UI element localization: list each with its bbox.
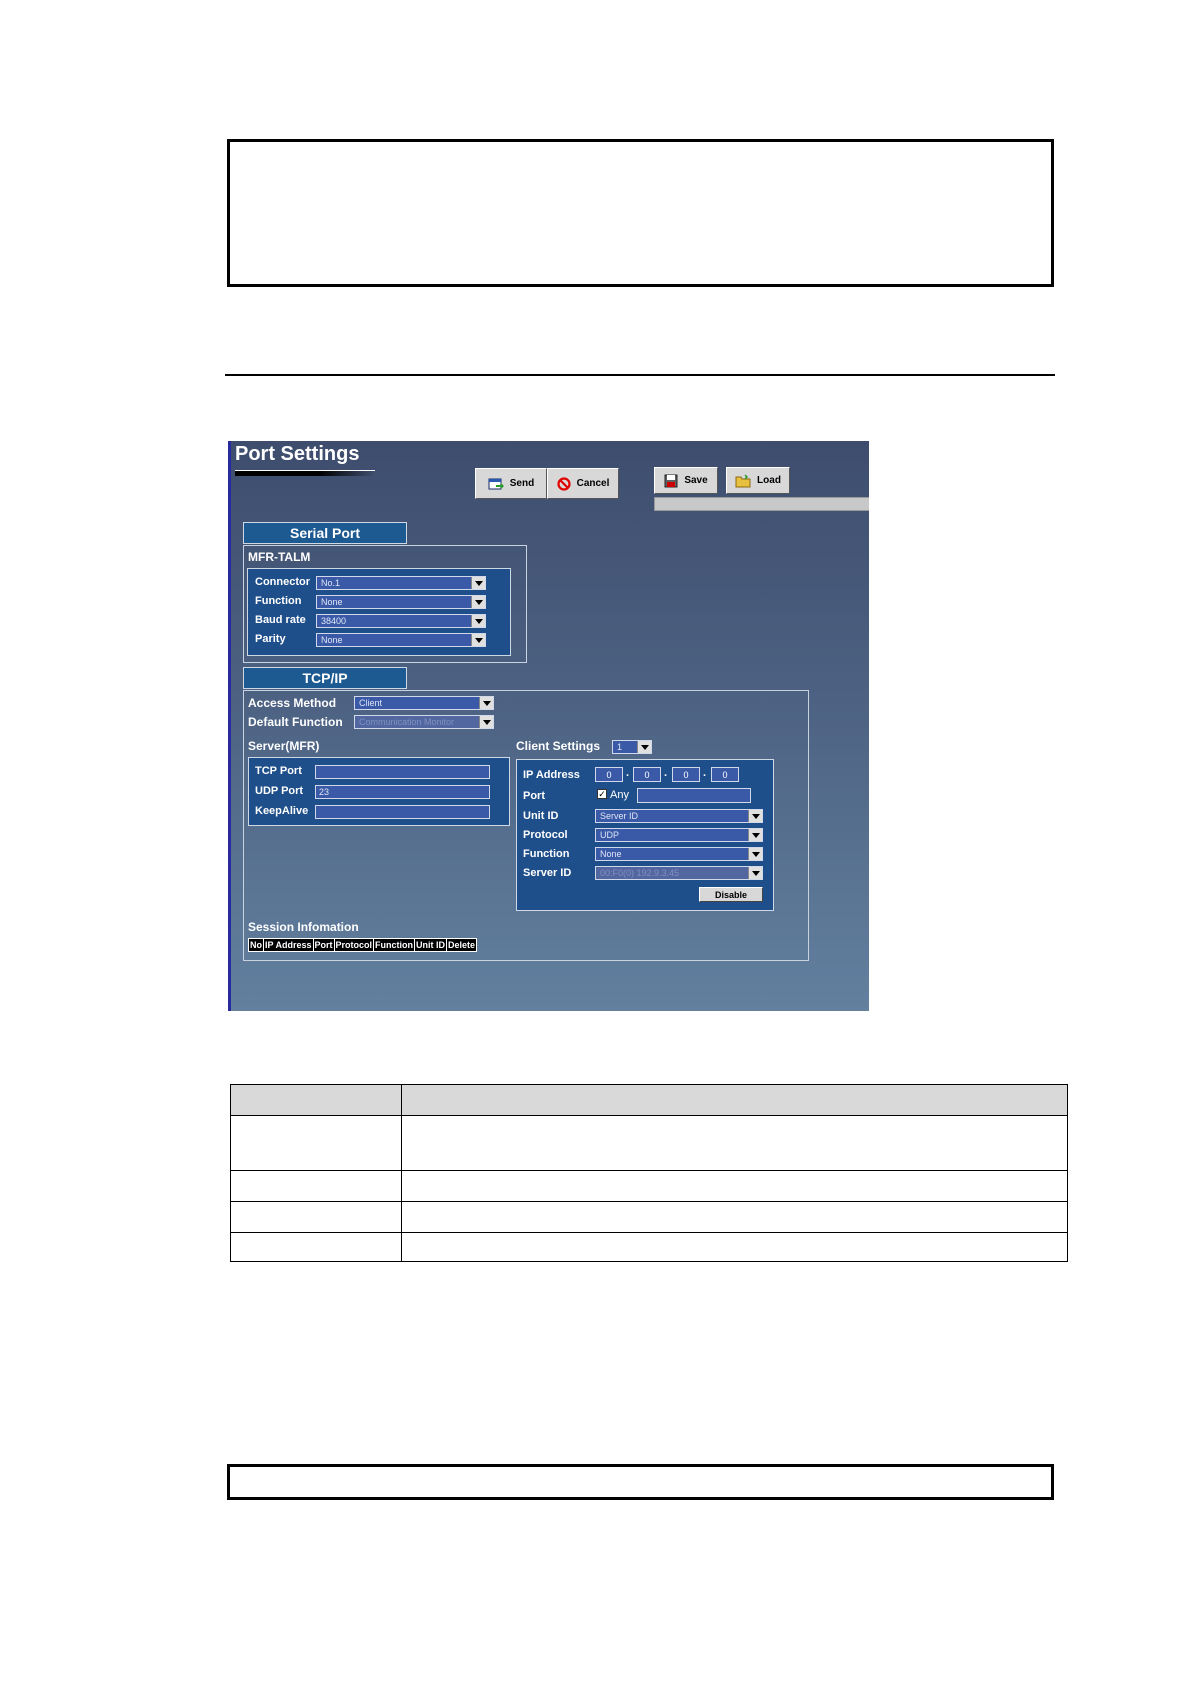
load-button[interactable] <box>726 467 790 494</box>
server-id-label: Server ID <box>523 867 572 879</box>
chevron-down-icon[interactable] <box>479 697 493 709</box>
function-label: Function <box>255 595 302 607</box>
chevron-down-icon[interactable] <box>471 596 485 608</box>
chevron-down-icon[interactable] <box>748 810 762 822</box>
udp-port-input[interactable]: 23 <box>315 785 490 799</box>
page-title: Port Settings <box>235 443 360 465</box>
send-label: Send <box>509 478 535 489</box>
default-function-label: Default Function <box>248 715 343 729</box>
server-mfr-label: Server(MFR) <box>248 739 320 753</box>
table-cell <box>231 1171 402 1202</box>
chevron-down-icon <box>748 867 762 879</box>
table-cell <box>231 1202 402 1233</box>
section-divider <box>225 374 1055 376</box>
ip-octet-1-input[interactable]: 0 <box>595 767 623 782</box>
chevron-down-icon <box>479 716 493 728</box>
server-id-select <box>595 866 763 880</box>
port-settings-screenshot <box>228 441 869 1011</box>
folder-icon <box>735 474 751 488</box>
session-col-unit-id: Unit ID <box>416 940 446 950</box>
tab-serial-port[interactable]: Serial Port <box>243 522 407 544</box>
ip-octet-3-input[interactable]: 0 <box>672 767 700 782</box>
client-function-value: None <box>600 849 622 859</box>
save-icon <box>664 474 678 488</box>
unit-id-label: Unit ID <box>523 810 559 822</box>
port-any-label: Any <box>610 789 629 801</box>
ip-octet-2-input[interactable]: 0 <box>633 767 661 782</box>
cancel-icon <box>557 477 571 491</box>
serial-settings-panel <box>247 568 511 656</box>
chevron-down-icon[interactable] <box>471 615 485 627</box>
table-row <box>231 1116 1068 1171</box>
ip-separator: . <box>626 767 630 779</box>
protocol-select[interactable] <box>595 828 763 842</box>
tcpip-frame <box>243 690 809 961</box>
default-function-select <box>354 715 494 729</box>
server-settings-panel <box>248 757 510 826</box>
function-select[interactable] <box>316 595 486 609</box>
cancel-button[interactable] <box>547 468 619 499</box>
send-icon <box>488 477 504 491</box>
disable-button[interactable]: Disable <box>699 887 763 902</box>
ip-separator: . <box>703 767 707 779</box>
serial-port-frame <box>243 545 527 663</box>
access-method-select[interactable] <box>354 696 494 710</box>
connector-select[interactable] <box>316 576 486 590</box>
session-col-port: Port <box>314 940 333 950</box>
connector-label: Connector <box>255 576 310 588</box>
session-col-ip-address: IP Address <box>265 940 312 950</box>
load-label: Load <box>757 475 781 486</box>
protocol-label: Protocol <box>523 829 568 841</box>
table-cell <box>402 1116 1068 1171</box>
tcp-port-input[interactable] <box>315 765 490 779</box>
unit-id-select[interactable] <box>595 809 763 823</box>
cancel-label: Cancel <box>576 478 610 489</box>
ip-separator: . <box>664 767 668 779</box>
unit-id-value: Server ID <box>600 811 639 821</box>
port-any-checkbox[interactable]: ✓ <box>598 788 606 799</box>
session-table-header <box>248 938 477 952</box>
table-cell <box>402 1085 1068 1116</box>
port-input[interactable] <box>637 788 751 803</box>
baud-rate-label: Baud rate <box>255 614 306 626</box>
table-cell <box>231 1116 402 1171</box>
function-value: None <box>321 597 343 607</box>
tcp-port-label: TCP Port <box>255 765 302 777</box>
chevron-down-icon[interactable] <box>748 848 762 860</box>
client-function-select[interactable] <box>595 847 763 861</box>
session-col-no: No <box>250 940 262 950</box>
chevron-down-icon[interactable] <box>471 577 485 589</box>
port-label: Port <box>523 790 545 802</box>
table-row <box>231 1233 1068 1262</box>
chevron-down-icon[interactable] <box>471 634 485 646</box>
baud-rate-select[interactable] <box>316 614 486 628</box>
baud-rate-value: 38400 <box>321 616 347 626</box>
serial-group-label: MFR-TALM <box>248 550 311 564</box>
top-note-box <box>227 139 1054 287</box>
title-underline <box>235 470 375 476</box>
ip-address-label: IP Address <box>523 769 580 781</box>
table-cell <box>402 1233 1068 1262</box>
table-row <box>231 1171 1068 1202</box>
parity-select[interactable] <box>316 633 486 647</box>
status-bar <box>654 497 869 511</box>
save-button[interactable] <box>654 467 718 494</box>
server-id-value: 00:F0(0) 192.9.3.45 <box>600 868 680 878</box>
bottom-note-box <box>227 1464 1054 1500</box>
session-col-protocol: Protocol <box>335 940 373 950</box>
connector-value: No.1 <box>321 578 341 588</box>
save-label: Save <box>684 475 708 486</box>
description-table <box>230 1084 1068 1262</box>
client-function-label: Function <box>523 848 570 860</box>
tab-tcpip[interactable]: TCP/IP <box>243 667 407 689</box>
keepalive-input[interactable] <box>315 805 490 819</box>
table-cell <box>402 1171 1068 1202</box>
table-cell <box>402 1202 1068 1233</box>
access-method-label: Access Method <box>248 696 337 710</box>
chevron-down-icon[interactable] <box>748 829 762 841</box>
table-row <box>231 1202 1068 1233</box>
session-col-delete: Delete <box>448 940 476 950</box>
chevron-down-icon[interactable] <box>637 741 651 753</box>
ip-octet-4-input[interactable]: 0 <box>711 767 739 782</box>
client-settings-value: 1 <box>617 742 623 752</box>
session-col-function: Function <box>375 940 414 950</box>
parity-label: Parity <box>255 633 286 645</box>
parity-value: None <box>321 635 343 645</box>
keepalive-label: KeepAlive <box>255 805 309 817</box>
client-settings-select[interactable] <box>612 740 652 754</box>
protocol-value: UDP <box>600 830 620 840</box>
access-method-value: Client <box>359 698 383 708</box>
table-header-row <box>231 1085 1068 1116</box>
client-settings-panel <box>516 759 774 911</box>
table-cell <box>231 1085 402 1116</box>
send-button[interactable] <box>475 468 547 499</box>
udp-port-label: UDP Port <box>255 785 304 797</box>
client-settings-label: Client Settings <box>516 739 601 753</box>
table-cell <box>231 1233 402 1262</box>
session-info-label: Session Infomation <box>248 920 359 934</box>
default-function-value: Communication Monitor <box>359 717 455 727</box>
